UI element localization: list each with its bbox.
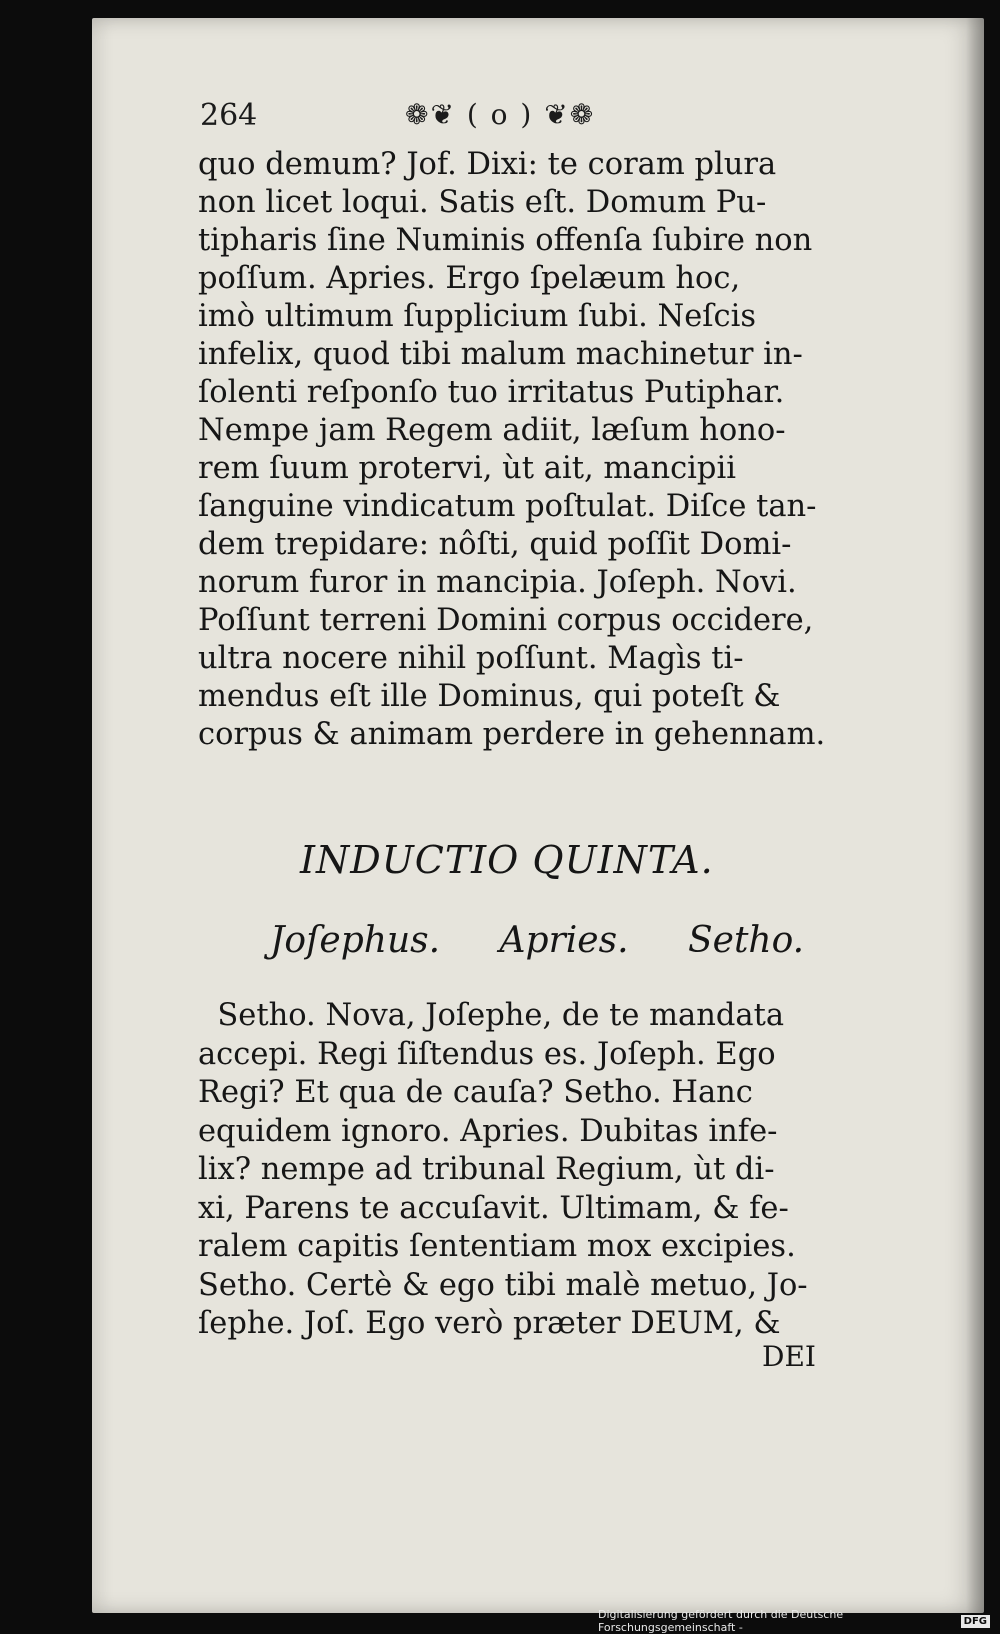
text-line: ſolenti reſponſo tuo irritatus Putiphar.	[198, 375, 785, 410]
footer-text: Digitalisierung gefördert durch die Deutsche Forschungsgemeinschaft -	[598, 1608, 844, 1634]
text-line: ultra nocere nihil poſſunt. Magìs ti-	[198, 641, 744, 676]
text-line: imò ultimum ſupplicium ſubi. Neſcis	[198, 299, 757, 334]
section-title: INDUCTIO QUINTA.	[300, 838, 714, 882]
dialogue-line: Setho. Nova, Joſephe, de te mandata	[198, 998, 785, 1033]
text-line: mendus eſt ille Dominus, qui poteſt &	[198, 679, 781, 714]
text-line: Poſſunt terreni Domini corpus occidere,	[198, 603, 814, 638]
text-line: infelix, quod tibi malum machinetur in-	[198, 337, 803, 372]
body-text	[198, 146, 838, 754]
text-line: corpus & animam perdere in gehennam.	[198, 717, 826, 752]
page-header	[200, 94, 760, 144]
speaker-list	[270, 920, 890, 961]
digitization-footer	[598, 1608, 990, 1634]
dialogue-line: accepi. Regi ſiſtendus es. Joſeph. Ego	[198, 1036, 776, 1072]
text-line: dem trepidare: nôſti, quid poſſit Domi-	[198, 527, 792, 562]
dialogue-line: ralem capitis ſententiam mox excipies.	[198, 1229, 796, 1264]
dialogue-text	[198, 997, 838, 1344]
text-line: non licet loqui. Satis eſt. Domum Pu-	[198, 185, 767, 220]
dialogue-line: Regi? Et qua de cauſa? Setho. Hanc	[198, 1075, 753, 1110]
text-line: ſanguine vindicatum poſtulat. Diſce tan-	[198, 489, 817, 524]
speaker-name: Joſephus.	[270, 920, 441, 961]
text-line: poſſum. Apries. Ergo ſpelæum hoc,	[198, 261, 741, 296]
header-ornament: ❁❦ ( o ) ❦❁	[405, 98, 596, 131]
text-line: quo demum? Jof. Dixi: te coram plura	[198, 147, 777, 182]
dialogue-line: lix? nempe ad tribunal Regium, ùt di-	[198, 1152, 775, 1187]
text-line: Nempe jam Regem adiit, læſum hono-	[198, 413, 786, 448]
dfg-logo-icon[interactable]: DFG	[961, 1615, 990, 1628]
speaker-name: Setho.	[687, 920, 805, 961]
dialogue-line: ſephe. Joſ. Ego verò præter DEUM, &	[198, 1306, 781, 1341]
dialogue-line: xi, Parens te accuſavit. Ultimam, & fe-	[198, 1190, 789, 1226]
dialogue-line: Setho. Certè & ego tibi malè metuo, Jo-	[198, 1267, 808, 1303]
dialogue-line: equidem ignoro. Apries. Dubitas infe-	[198, 1113, 778, 1149]
speaker-name: Apries.	[499, 920, 629, 961]
catchword: DEI	[762, 1340, 816, 1373]
text-line: tipharis ſine Numinis offenſa ſubire non	[198, 223, 813, 258]
page-number: 264	[200, 98, 258, 133]
text-line: rem ſuum protervi, ùt ait, mancipii	[198, 451, 736, 486]
text-line: norum furor in mancipia. Joſeph. Novi.	[198, 565, 797, 600]
page-gutter-shadow	[966, 18, 984, 1613]
